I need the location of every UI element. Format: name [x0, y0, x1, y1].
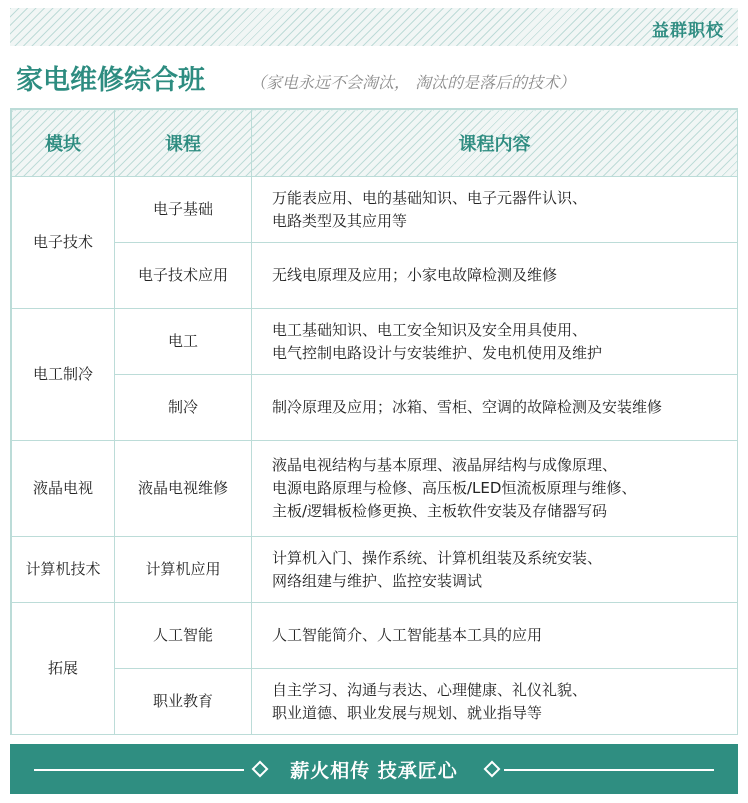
module-cell: 电子技术	[12, 177, 115, 309]
page-title: 家电维修综合班	[16, 65, 205, 96]
content-cell	[252, 243, 738, 309]
header-content: 课程内容	[252, 110, 738, 177]
course-cell: 电子基础	[115, 177, 252, 243]
module-cell: 拓展	[12, 603, 115, 735]
content-line: 万能表应用、电的基础知识、电子元器件认识、	[272, 188, 588, 207]
table-row	[12, 309, 738, 375]
top-banner	[10, 8, 738, 46]
course-table	[11, 109, 738, 735]
course-cell: 人工智能	[115, 603, 252, 669]
course-cell: 电子技术应用	[115, 243, 252, 309]
content-line: 无线电原理及应用；小家电故障检测及维修	[272, 266, 558, 284]
brand-logo-text: 益群职校	[652, 21, 724, 41]
module-cell: 电工制冷	[12, 309, 115, 441]
content-line: 液晶电视结构与基本原理、液晶屏结构与成像原理、	[272, 456, 618, 474]
module-cell: 液晶电视	[12, 441, 115, 537]
content-cell	[252, 177, 738, 243]
content-line: 职业道德、职业发展与规划、就业指导等	[272, 703, 543, 722]
course-cell: 计算机应用	[115, 537, 252, 603]
content-line: 网络组建与维护、监控安装调试	[272, 571, 483, 590]
content-cell	[252, 603, 738, 669]
content-line: 计算机入门、操作系统、计算机组装及系统安装、	[272, 548, 603, 567]
module-cell: 计算机技术	[12, 537, 115, 603]
header-module: 模块	[12, 110, 115, 177]
course-cell: 制冷	[115, 375, 252, 441]
course-table-container	[10, 108, 738, 735]
table-row	[12, 177, 738, 243]
table-row	[12, 243, 738, 309]
content-cell	[252, 441, 738, 537]
course-cell: 液晶电视维修	[115, 441, 252, 537]
content-line: 电工基础知识、电工安全知识及安全用具使用、	[272, 320, 588, 339]
course-cell: 职业教育	[115, 669, 252, 735]
content-cell	[252, 537, 738, 603]
table-row	[12, 537, 738, 603]
content-line: 电源电路原理与检修、高压板/LED恒流板原理与维修、	[272, 479, 637, 497]
table-row	[12, 375, 738, 441]
table-row	[12, 669, 738, 735]
content-line: 制冷原理及应用；冰箱、雪柜、空调的故障检测及安装维修	[272, 398, 663, 416]
table-header-row	[12, 110, 738, 177]
page-subtitle: （家电永远不会淘汰， 淘汰的是落后的技术）	[250, 73, 576, 92]
table-row	[12, 441, 738, 537]
divider-line-right	[504, 769, 714, 771]
footer-slogan: 薪火相传 技承匠心	[290, 760, 458, 782]
header-course: 课程	[115, 110, 252, 177]
content-line: 自主学习、沟通与表达、心理健康、礼仪礼貌、	[272, 680, 588, 699]
content-line: 人工智能简介、人工智能基本工具的应用	[272, 626, 543, 644]
content-cell	[252, 309, 738, 375]
table-row	[12, 603, 738, 669]
content-line: 电气控制电路设计与安装维护、发电机使用及维护	[272, 343, 603, 362]
footer-banner	[10, 744, 738, 794]
content-cell	[252, 669, 738, 735]
course-cell: 电工	[115, 309, 252, 375]
content-line: 电路类型及其应用等	[272, 211, 408, 230]
content-line: 主板/逻辑板检修更换、主板软件安装及存储器写码	[272, 502, 608, 520]
content-cell	[252, 375, 738, 441]
